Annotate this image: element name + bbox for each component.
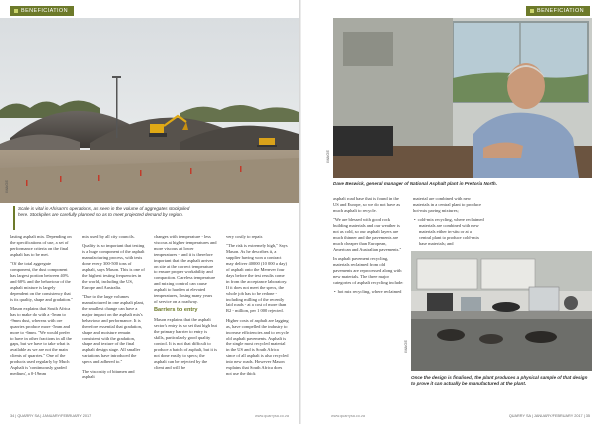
paragraph: "Due to the large volumes manufactured in one asphalt plant, the smallest change can have a major impact on the asphalt mix's behaviour and performance. It is therefore essential that gradation, shape and moisture remain consistent with the gradation, shape and texture of the final asphalt design stage. All smaller variations have introduced the specs and adhered to." xyxy=(82,294,145,365)
right-col-1 xyxy=(333,196,405,299)
portrait-credit: IMAGE xyxy=(325,150,330,163)
tab-mark-icon xyxy=(530,9,534,13)
paragraph: Mason explains that the asphalt sector's entry is so set that high but the primary barrier to entry is skills, particularly good quality control. It is not that difficult to produce a batch of asphalt, but it is not done easily to specs; the asphalt can be rejected by the client and will be xyxy=(154,317,217,370)
left-col-2 xyxy=(82,234,145,384)
right-folio: QUARRY SA | JANUARY/FEBRUARY 2017 | 35 xyxy=(508,414,590,418)
hero-photo-credit: IMAGE xyxy=(4,180,9,193)
left-col-1 xyxy=(10,234,73,380)
section-tab-left xyxy=(10,6,74,16)
paragraph: "Of the total aggregate component, the dust component has largest portion between 40% and 60% and the behaviour of the asphalt mixture is largely dependent on the consistency that is its quality, shape and gradation." xyxy=(10,261,73,302)
paragraph: asphalt road base that is found in the US and Europe, so we do not have as much asphalt to recycle. xyxy=(333,196,401,213)
portrait-image xyxy=(333,18,592,178)
left-page xyxy=(0,0,299,424)
right-page xyxy=(301,0,600,424)
lab-photo xyxy=(411,251,592,371)
quarry-photo-image xyxy=(0,18,299,203)
paragraph: "We are blessed with good rock building materials and our weather is not as cold, so our asphalt layers are much thinner and the pavements are much cheaper than European, American and Australian pavements." xyxy=(333,217,402,252)
hero-photo-quarry-stockpiles xyxy=(0,18,299,203)
paragraph: very costly to repair. xyxy=(226,234,263,239)
paragraph: "The risk is extremely high," Says Mason. As he describes it, a supplier having won a contract may deliver 40000 (10 000 a day) of asphalt onto the Mernver four days before the test results come in from the acceptance laboratory. If it does not meet the specs, the whole job has to be redone - including milling of the recently laid roads - at a cost of more than R2 - million, per 1 000 rejected. xyxy=(226,243,288,314)
list-item: • cold-mix recycling, where reclaimed materials are combined with new materials either in-situ or at a central plant to produce cold-mix base materials; and xyxy=(413,217,485,247)
left-folio: 34 | QUARRY SA | JANUARY/FEBRUARY 2017 xyxy=(10,414,92,418)
paragraph: Quality is so important that testing is a huge component of the asphalt manufacturing process, with tests done every 300-500 tons of asphalt, says Mason. This is one of the highest testing frequencies in the world, including the US, Europe and Australia. xyxy=(82,243,145,290)
subhead-barriers: Barriers to entry xyxy=(154,307,198,314)
hero-caption: Scale is vital in Afrisam's operations, as seen in the volume of aggregates stockpiled here. Stockpiles are carefully planned so as to meet projected demand by region. xyxy=(18,206,190,217)
truck-icon xyxy=(257,138,277,147)
left-col-4 xyxy=(226,234,289,380)
paragraph: lasting asphalt mix. Depending on the specifications of use, a set of performance criteria on the final asphalt has to be met. xyxy=(10,234,72,257)
list-item: • hot mix recycling, where reclaimed xyxy=(333,289,405,295)
paragraph: changes with temperature - less viscous at higher temperatures and more viscous at lower temperatures - and it is therefore important that the asphalt arrives on site at the correct temperature to ensure proper workability and compaction. Careless temperature and mixing control can cause asphalt to harden at elevated temperatures, losing many years of service on a roadway. xyxy=(154,234,217,304)
lab-image xyxy=(411,251,592,371)
paragraph: Higher costs of asphalt are lagging as, have compelled the industry to increase efficiencies and to recycle old asphalt pavements. Asphalt is the single most recycled material in the US and is South Africa since of all asphalt is also recycled into new roads. However Mason explains that South Africa does not use the thick xyxy=(226,317,289,376)
caption-accent-bar xyxy=(13,206,15,230)
tab-mark-icon xyxy=(14,9,18,13)
right-folio-url[interactable]: www.quarrysa.co.za xyxy=(331,414,365,418)
left-col-3 xyxy=(154,234,217,374)
section-label: BENEFICIATION xyxy=(537,8,584,14)
section-label: BENEFICIATION xyxy=(21,8,68,14)
paragraph: The viscosity of bitumen and asphalt xyxy=(82,368,135,380)
lab-caption: Once the design is finalised, the plant produces a physical sample of that design to prove it can actually be manufactured at the plant. xyxy=(411,375,588,386)
paragraph: Mason explains that South Africa has to make do with a -5mm to -9mm dust, whereas with ore quarries produce more -5mm and more to -6mm. "We would prefer to have in other fractions in all the gaps, but we have to take what is available as we are not the main clients of quarries." One of the products used regularly by Much Asphalt is 'continuously graded medium', a 0-19mm xyxy=(10,305,72,376)
paragraph: material are combined with new materials in a central plant to produce hot-mix paving mixtures; xyxy=(413,196,481,213)
lab-photo-credit: IMAGE xyxy=(403,340,408,353)
left-folio-url[interactable]: www.quarrysa.co.za xyxy=(255,414,289,418)
portrait-caption: Dave Beswick, general manager of National Asphalt plant in Pretoria North. xyxy=(333,181,497,186)
paragraph: In asphalt pavement recycling, materials reclaimed from old pavements are reprocessed along with new materials. The three major categories of asphalt recycling include: xyxy=(333,256,404,285)
section-tab-right xyxy=(526,6,590,16)
paragraph: mix used by all city councils. xyxy=(82,234,135,239)
portrait-photo xyxy=(333,18,592,178)
